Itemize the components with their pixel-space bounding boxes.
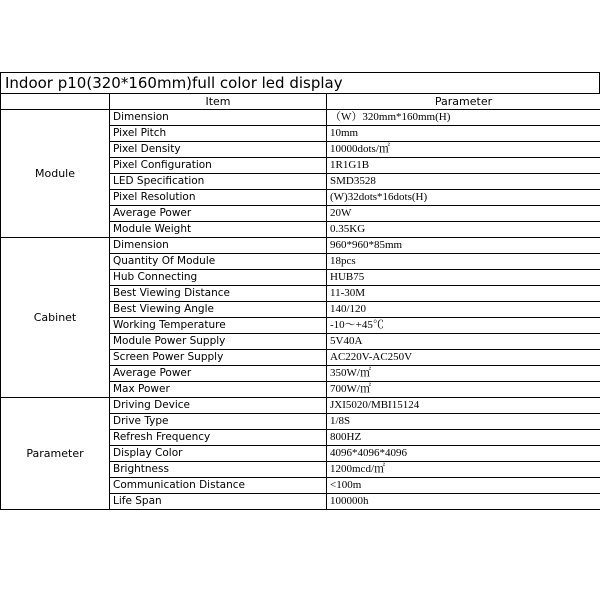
value-cell: （W）320mm*160mm(H) [327,110,600,126]
spec-table [0,93,600,510]
value-cell: JXI5020/MBI15124 [327,398,600,414]
item-cell: Pixel Density [110,142,327,158]
item-cell: Quantity Of Module [110,254,327,270]
item-cell: Driving Device [110,398,327,414]
group-label: Module [1,110,110,238]
value-cell: 10mm [327,126,600,142]
value-cell: 800HZ [327,430,600,446]
table-row [1,398,600,414]
value-cell: 5V40A [327,334,600,350]
group-label: Cabinet [1,238,110,398]
spec-sheet [0,72,600,510]
header-row [1,94,600,110]
value-cell: 20W [327,206,600,222]
value-cell: SMD3528 [327,174,600,190]
value-cell: 1200mcd/㎡ [327,462,600,478]
table-row [1,110,600,126]
item-cell: Drive Type [110,414,327,430]
item-cell: Dimension [110,110,327,126]
item-cell: Hub Connecting [110,270,327,286]
value-cell: 1/8S [327,414,600,430]
value-cell: 0.35KG [327,222,600,238]
value-cell: -10～+45℃ [327,318,600,334]
item-cell: Working Temperature [110,318,327,334]
item-cell: Dimension [110,238,327,254]
item-cell: Life Span [110,494,327,510]
value-cell: 18pcs [327,254,600,270]
item-cell: LED Specification [110,174,327,190]
item-cell: Module Power Supply [110,334,327,350]
item-cell: Average Power [110,366,327,382]
group-label: Parameter [1,398,110,510]
item-cell: Display Color [110,446,327,462]
item-cell: Pixel Configuration [110,158,327,174]
header-group-cell [1,94,110,110]
value-cell: 11-30M [327,286,600,302]
item-cell: Average Power [110,206,327,222]
item-cell: Communication Distance [110,478,327,494]
value-cell: 960*960*85mm [327,238,600,254]
item-cell: Refresh Frequency [110,430,327,446]
item-cell: Pixel Pitch [110,126,327,142]
value-cell: <100m [327,478,600,494]
table-title: Indoor p10(320*160mm)full color led display [0,72,600,93]
item-cell: Screen Power Supply [110,350,327,366]
item-cell: Brightness [110,462,327,478]
value-cell: 140/120 [327,302,600,318]
value-cell: 1R1G1B [327,158,600,174]
value-cell: 100000h [327,494,600,510]
value-cell: (W)32dots*16dots(H) [327,190,600,206]
value-cell: 700W/㎡ [327,382,600,398]
table-row [1,238,600,254]
item-cell: Best Viewing Distance [110,286,327,302]
value-cell: AC220V-AC250V [327,350,600,366]
value-cell: 350W/㎡ [327,366,600,382]
header-item: Item [110,94,327,110]
value-cell: 4096*4096*4096 [327,446,600,462]
item-cell: Pixel Resolution [110,190,327,206]
header-parameter: Parameter [327,94,600,110]
value-cell: HUB75 [327,270,600,286]
value-cell: 10000dots/㎡ [327,142,600,158]
item-cell: Max Power [110,382,327,398]
item-cell: Best Viewing Angle [110,302,327,318]
item-cell: Module Weight [110,222,327,238]
